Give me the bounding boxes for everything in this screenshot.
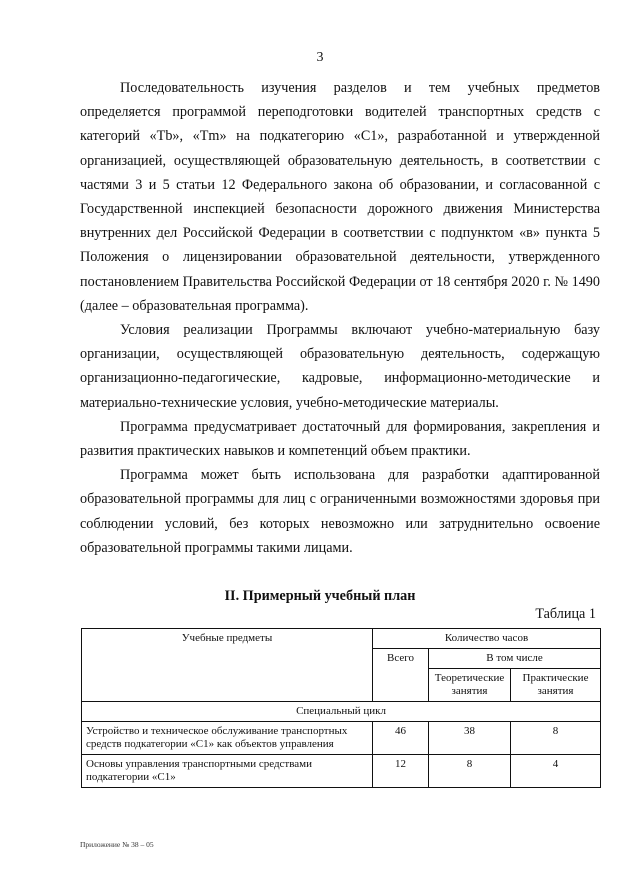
page-number: 3	[316, 50, 324, 65]
table-section-row	[82, 702, 601, 722]
section-title: II. Примерный учебный план	[224, 588, 416, 604]
paragraph: Программа предусматривает достаточный для формирования, закрепления и развития практических навыков и компетенций объем практики.	[80, 418, 600, 460]
header-total: Всего	[373, 649, 429, 702]
header-hours: Количество часов	[373, 629, 601, 649]
paragraph: Условия реализации Программы включают учебно-материальную базу организации, осуществляющей образовательную деятельность, содержащую организационно-педагогические, кадровые, информационно-методические и материально-технические условия, учебно-методические материалы.	[80, 322, 600, 411]
cell-practice: 4	[511, 755, 601, 788]
cell-total: 12	[373, 755, 429, 788]
table-row	[82, 755, 601, 788]
table-label: Таблица 1	[535, 606, 596, 622]
cell-theory: 8	[429, 755, 511, 788]
cell-theory: 38	[429, 722, 511, 755]
header-subjects: Учебные предметы	[82, 629, 373, 702]
table-row	[82, 722, 601, 755]
paragraph: Последовательность изучения разделов и тем учебных предметов определяется программой переподготовки водителей транспортных средств с категорий «Tb», «Tm» на подкатегорию «C1», разработанной и утвержденной организацией, осуществляющей образовательную деятельность, в соответствии с частями 3 и 5 статьи 12 Федерального закона об образовании, и согласованной с Государственной инспекцией безопасности дорожного движения Министерства внутренних дел Российской Федерации в соответствии с подпунктом «в» пункта 5 Положения о лицензировании образовательной деятельности, утвержденного постановлением Правительства Российской Федерации от 18 сентября 2020 г. № 1490 (далее – образовательная программа).	[80, 80, 600, 314]
cell-subject: Устройство и техническое обслуживание транспортных средств подкатегории «C1» как объектов управления	[82, 722, 373, 755]
section-special-cycle: Специальный цикл	[82, 702, 601, 722]
header-practice: Практические занятия	[511, 669, 601, 702]
table-header-row	[82, 629, 601, 649]
curriculum-table	[81, 628, 601, 788]
paragraph: Программа может быть использована для разработки адаптированной образовательной программы для лиц с ограниченными возможностями здоровья при соблюдении условий, без которых невозможно или затруднительно освоение образовательной программы такими лицами.	[80, 467, 600, 556]
header-theory: Теоретические занятия	[429, 669, 511, 702]
cell-subject: Основы управления транспортными средствами подкатегории «C1»	[82, 755, 373, 788]
footer-note: Приложение № 38 – 05	[80, 840, 154, 849]
body-text	[80, 76, 600, 560]
header-including: В том числе	[429, 649, 601, 669]
cell-practice: 8	[511, 722, 601, 755]
cell-total: 46	[373, 722, 429, 755]
